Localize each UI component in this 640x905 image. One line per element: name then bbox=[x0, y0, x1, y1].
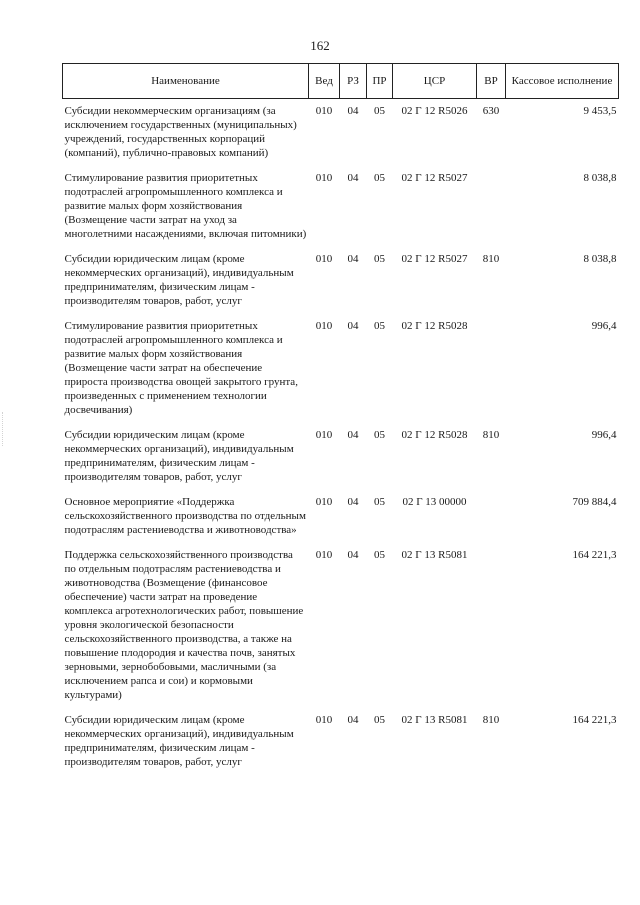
row-pr: 05 bbox=[374, 105, 385, 117]
row-rz: 04 bbox=[347, 429, 359, 441]
header-pr: ПР bbox=[367, 64, 393, 99]
row-rz: 04 bbox=[347, 714, 359, 726]
row-ved: 010 bbox=[315, 714, 333, 726]
row-pr: 05 bbox=[374, 496, 385, 508]
row-vr bbox=[477, 548, 506, 713]
row-pr: 05 bbox=[374, 253, 385, 265]
row-pr: 05 bbox=[374, 714, 385, 726]
row-vr bbox=[477, 171, 506, 252]
row-amount: 709 884,4 bbox=[572, 496, 617, 508]
row-vr bbox=[477, 495, 506, 548]
row-csr: 02 Г 12 R5027 bbox=[401, 253, 468, 265]
row-rz: 04 bbox=[347, 549, 359, 561]
row-amount: 996,4 bbox=[591, 429, 617, 441]
row-ved: 010 bbox=[315, 496, 333, 508]
table-row bbox=[63, 252, 619, 319]
row-ved: 010 bbox=[315, 172, 333, 184]
row-vr: 630 bbox=[482, 105, 500, 117]
row-ved: 010 bbox=[315, 320, 333, 332]
row-rz: 04 bbox=[347, 496, 359, 508]
row-pr: 05 bbox=[374, 549, 385, 561]
row-ved: 010 bbox=[315, 105, 333, 117]
margin-scan-mark bbox=[2, 412, 9, 446]
row-amount: 164 221,3 bbox=[572, 549, 617, 561]
row-name: Субсидии юридическим лицам (кроме некоммерческих организаций), индивидуальным предпринимателям, физическим лицам - производителям товаров, работ, услуг bbox=[64, 429, 294, 483]
row-vr: 810 bbox=[482, 429, 500, 441]
row-ved: 010 bbox=[315, 429, 333, 441]
row-vr: 810 bbox=[482, 714, 500, 726]
budget-table bbox=[62, 63, 619, 780]
row-pr: 05 bbox=[374, 172, 385, 184]
header-ved: Вед bbox=[309, 64, 340, 99]
header-name: Наименование bbox=[63, 64, 309, 99]
row-amount: 164 221,3 bbox=[572, 714, 617, 726]
page-number: 162 bbox=[310, 38, 330, 53]
table-row bbox=[63, 495, 619, 548]
row-ved: 010 bbox=[315, 549, 333, 561]
row-name: Поддержка сельскохозяйственного производства по отдельным подотраслям растениеводства и животноводства (Возмещение (финансовое обеспечение) части затрат на проведение комплекса агротехнологических работ, повышение уровня экологической безопасности сельскохозяйственного производства, а также на повышение плодородия и качества почв, занятых зерновыми, зернобобовыми, масличными (за исключением рапса и сои) и кормовыми культурами) bbox=[64, 549, 304, 701]
row-vr bbox=[477, 319, 506, 428]
header-rz: РЗ bbox=[340, 64, 367, 99]
row-csr: 02 Г 13 00000 bbox=[402, 496, 467, 508]
table-row bbox=[63, 171, 619, 252]
row-csr: 02 Г 12 R5028 bbox=[401, 429, 468, 441]
row-name: Субсидии юридическим лицам (кроме некоммерческих организаций), индивидуальным предпринимателям, физическим лицам - производителям товаров, работ, услуг bbox=[64, 714, 294, 768]
table-header-row bbox=[63, 64, 619, 99]
table-row bbox=[63, 319, 619, 428]
row-csr: 02 Г 13 R5081 bbox=[401, 714, 468, 726]
row-rz: 04 bbox=[347, 320, 359, 332]
row-rz: 04 bbox=[347, 105, 359, 117]
row-pr: 05 bbox=[374, 320, 385, 332]
row-name: Стимулирование развития приоритетных подотраслей агропромышленного комплекса и развитие малых форм хозяйствования (Возмещение части затрат на обеспечение прироста производства овощей закрытого грунта, произведенных с применением технологии досвечивания) bbox=[64, 320, 298, 416]
header-amount: Кассовое исполнение bbox=[506, 64, 619, 99]
header-vr: ВР bbox=[477, 64, 506, 99]
header-csr: ЦСР bbox=[393, 64, 477, 99]
row-pr: 05 bbox=[374, 429, 385, 441]
row-csr: 02 Г 12 R5026 bbox=[401, 105, 468, 117]
row-amount: 9 453,5 bbox=[583, 105, 617, 117]
row-name: Основное мероприятие «Поддержка сельскохозяйственного производства по отдельным подотраслям растениеводства и животноводства» bbox=[64, 496, 306, 536]
row-rz: 04 bbox=[347, 172, 359, 184]
row-name: Субсидии юридическим лицам (кроме некоммерческих организаций), индивидуальным предпринимателям, физическим лицам - производителям товаров, работ, услуг bbox=[64, 253, 294, 307]
table-row bbox=[63, 713, 619, 780]
row-amount: 8 038,8 bbox=[583, 172, 617, 184]
row-name: Стимулирование развития приоритетных подотраслей агропромышленного комплекса и развитие малых форм хозяйствования (Возмещение части затрат на уход за многолетними насаждениями, включая питомники) bbox=[64, 172, 307, 240]
row-vr: 810 bbox=[482, 253, 500, 265]
table-row bbox=[63, 99, 619, 172]
row-amount: 996,4 bbox=[591, 320, 617, 332]
table-row bbox=[63, 548, 619, 713]
row-amount: 8 038,8 bbox=[583, 253, 617, 265]
row-ved: 010 bbox=[315, 253, 333, 265]
row-csr: 02 Г 13 R5081 bbox=[401, 549, 468, 561]
row-rz: 04 bbox=[347, 253, 359, 265]
row-csr: 02 Г 12 R5028 bbox=[401, 320, 468, 332]
row-csr: 02 Г 12 R5027 bbox=[401, 172, 468, 184]
table-row bbox=[63, 428, 619, 495]
row-name: Субсидии некоммерческим организациям (за исключением государственных (муниципальных) учреждений, государственных корпораций (компаний), публично-правовых компаний) bbox=[64, 105, 297, 159]
